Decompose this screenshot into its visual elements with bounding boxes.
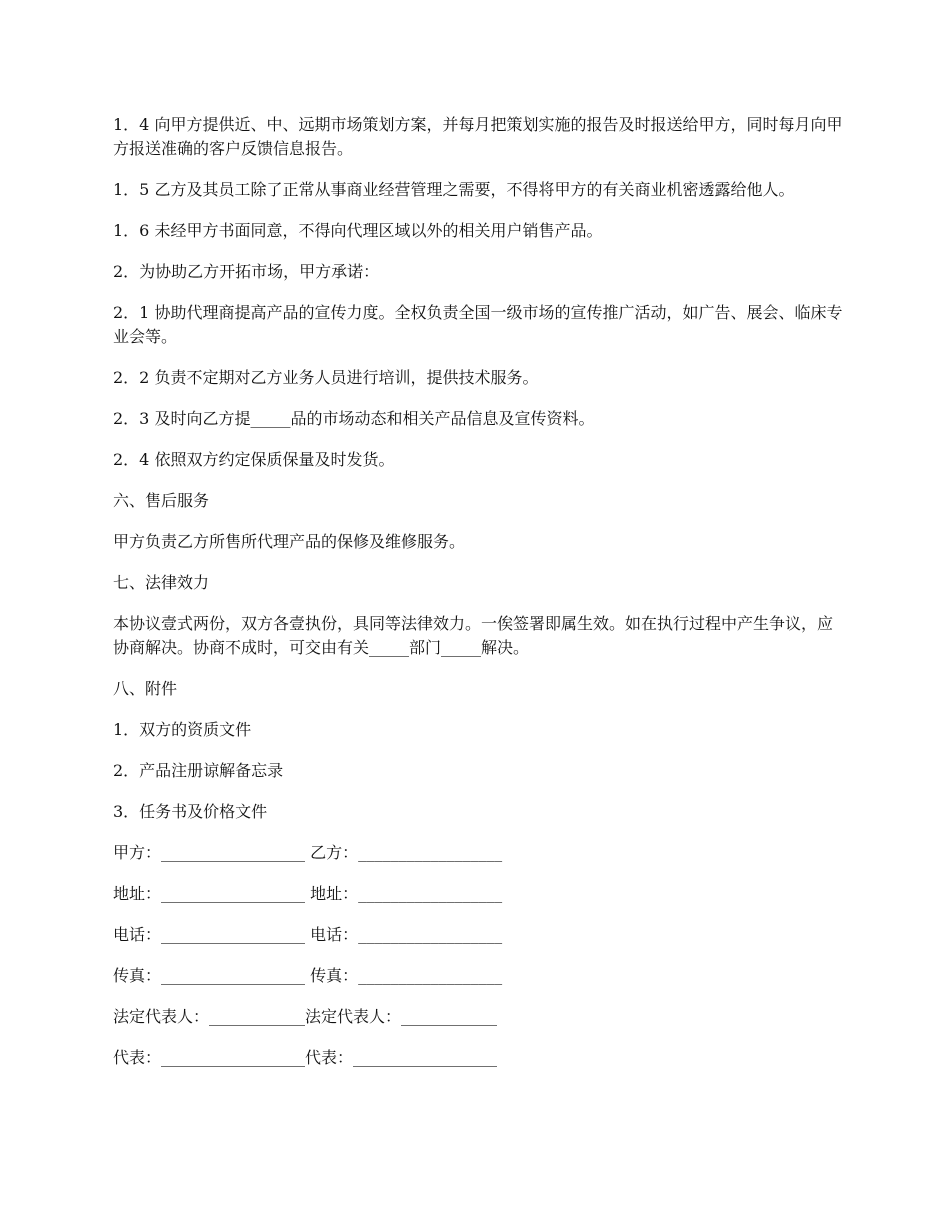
signature-row-fax: 传真：__________________ 传真：__________________ bbox=[113, 966, 503, 985]
signature-row-legal-rep: 法定代表人：____________法定代表人：____________ bbox=[113, 1007, 498, 1026]
signature-block bbox=[113, 841, 843, 1070]
legal-effect-text: 本协议壹式两份，双方各壹执份，具同等法律效力。一俟签署即属生效。如在执行过程中产生争议，应协商解决。协商不成时，可交由有关_____部门_____解决。 bbox=[113, 614, 834, 657]
clause-2-4: 2．4 依照双方约定保质保量及时发货。 bbox=[113, 450, 395, 469]
clause-2: 2．为协助乙方开拓市场，甲方承诺： bbox=[113, 262, 380, 281]
attachment-item-1: 1．双方的资质文件 bbox=[113, 720, 252, 739]
signature-row-party: 甲方：__________________ 乙方：__________________ bbox=[113, 843, 503, 862]
after-sales-text: 甲方负责乙方所售所代理产品的保修及维修服务。 bbox=[113, 532, 466, 551]
signature-row-representative: 代表：__________________代表：__________________ bbox=[113, 1048, 498, 1067]
attachment-item-2: 2．产品注册谅解备忘录 bbox=[113, 761, 284, 780]
clause-2-3: 2．3 及时向乙方提_____品的市场动态和相关产品信息及宣传资料。 bbox=[113, 409, 595, 428]
attachment-item-3: 3．任务书及价格文件 bbox=[113, 802, 268, 821]
clause-2-2: 2．2 负责不定期对乙方业务人员进行培训，提供技术服务。 bbox=[113, 368, 539, 387]
clause-1-6: 1．6 未经甲方书面同意，不得向代理区域以外的相关用户销售产品。 bbox=[113, 221, 603, 240]
section-heading-attachments: 八、附件 bbox=[113, 679, 178, 698]
clause-2-1: 2．1 协助代理商提高产品的宣传力度。全权负责全国一级市场的宣传推广活动，如广告、展会、临床专业会等。 bbox=[113, 303, 843, 346]
document-page bbox=[113, 113, 843, 1087]
clause-1-4: 1．4 向甲方提供近、中、远期市场策划方案，并每月把策划实施的报告及时报送给甲方，同时每月向甲方报送准确的客户反馈信息报告。 bbox=[113, 115, 843, 158]
signature-row-address: 地址：__________________ 地址：__________________ bbox=[113, 884, 503, 903]
clause-1-5: 1．5 乙方及其员工除了正常从事商业经营管理之需要，不得将甲方的有关商业机密透露给他人。 bbox=[113, 180, 795, 199]
section-heading-after-sales: 六、售后服务 bbox=[113, 491, 210, 510]
section-heading-legal-effect: 七、法律效力 bbox=[113, 573, 210, 592]
signature-row-phone: 电话：__________________ 电话：__________________ bbox=[113, 925, 503, 944]
